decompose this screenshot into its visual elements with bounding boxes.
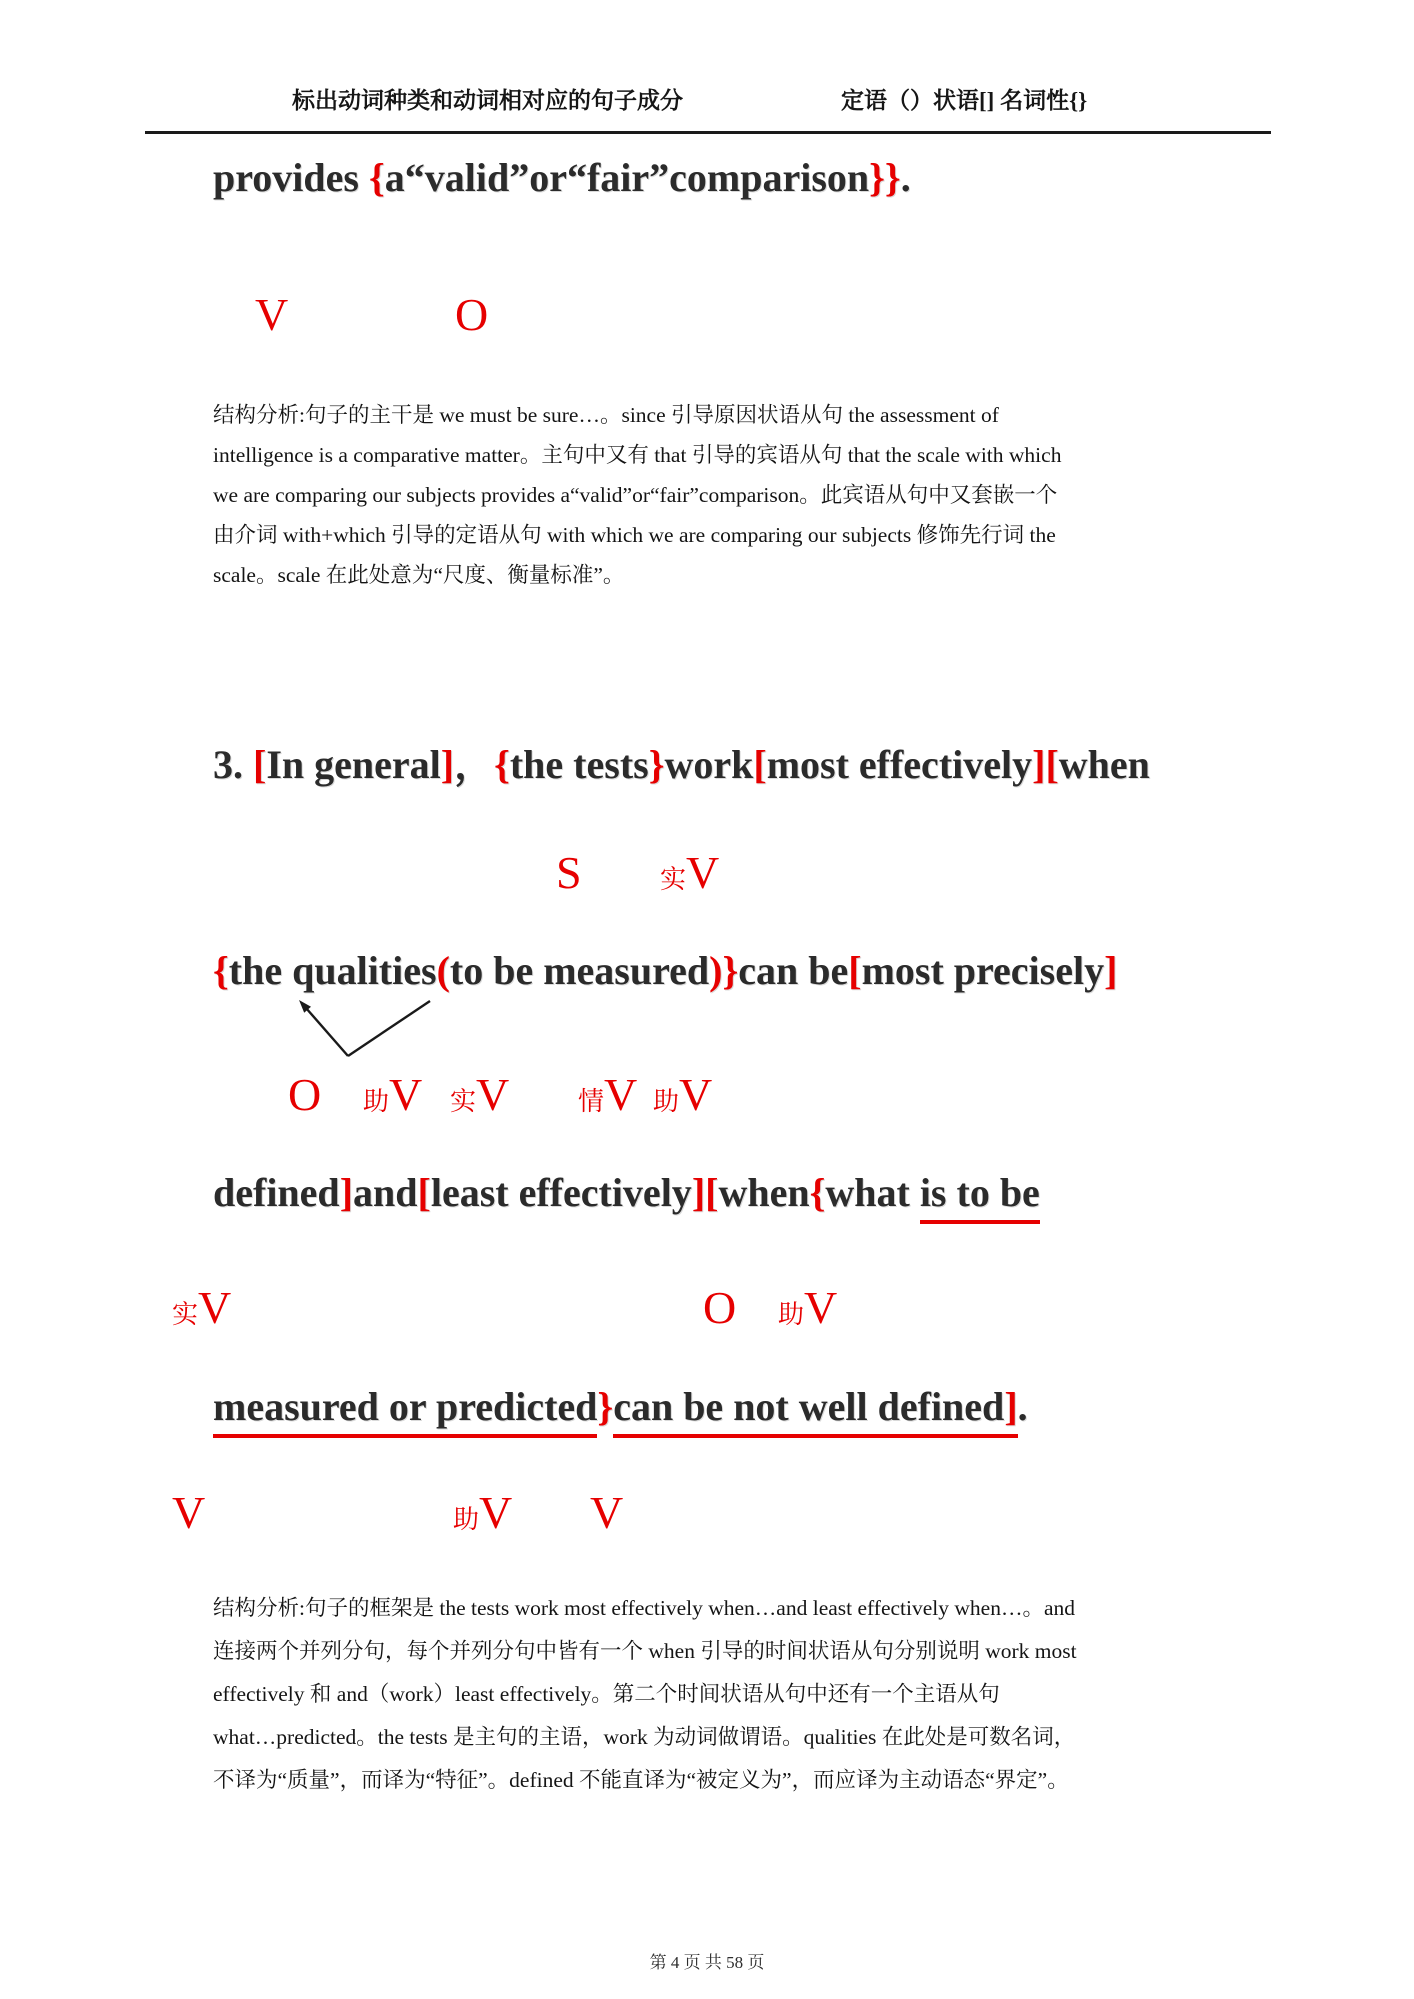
analysis-paragraph-2 <box>213 1595 1253 1810</box>
verb-letter: V <box>479 1487 513 1538</box>
brace-mark: { <box>494 742 510 787</box>
text-segment: what <box>825 1170 920 1215</box>
verb-letter: V <box>389 1069 423 1120</box>
analysis-line: effectively 和 and（work）least effectively。第二个时间状语从句中还有一个主语从句 <box>213 1682 1000 1706</box>
header-divider <box>145 131 1271 134</box>
bracket-mark: ] <box>440 742 455 787</box>
verb-type-label: 情 <box>578 1087 605 1116</box>
verb-annotation <box>578 1069 638 1120</box>
verb-type-label: 实 <box>450 1087 477 1116</box>
brace-mark: { <box>368 155 385 200</box>
verb-annotation: V <box>255 289 289 340</box>
text-segment: defined <box>213 1170 340 1215</box>
subject-annotation: S <box>556 847 582 898</box>
text-segment: the qualities <box>228 948 437 993</box>
bracket-mark: ][ <box>1032 742 1059 787</box>
analysis-line: we are comparing our subjects provides a“valid”or“fair”comparison。此宾语从句中又套嵌一个 <box>213 483 1058 507</box>
analysis-line: 不译为“质量”，而译为“特征”。defined 不能直译为“被定义为”，而应译为主动语态“界定”。 <box>213 1768 1069 1792</box>
verb-letter: V <box>804 1282 838 1333</box>
object-annotation: O <box>455 289 489 340</box>
verb-type-label: 助 <box>778 1300 805 1329</box>
verb-letter: V <box>476 1069 510 1120</box>
header-right-legend: 定语（）状语[] 名词性{} <box>841 88 1088 113</box>
pointer-arrow-icon <box>288 994 443 1062</box>
bracket-mark: ][ <box>691 1170 719 1215</box>
text-segment: to be measured <box>449 948 710 993</box>
verb-letter: V <box>604 1069 638 1120</box>
verb-annotation <box>172 1282 232 1333</box>
sentence3-line-4 <box>213 1382 1028 1432</box>
object-annotation: O <box>703 1282 737 1333</box>
sentence-line-provides <box>213 153 911 203</box>
brace-mark: }} <box>869 155 901 200</box>
sentence3-line-3 <box>213 1168 1040 1218</box>
verb-type-label: 助 <box>453 1505 480 1534</box>
text-segment: the tests <box>509 742 649 787</box>
verb-type-label: 助 <box>363 1087 390 1116</box>
text-segment: a“valid”or“fair”comparison <box>384 155 870 200</box>
text-segment: when <box>718 1170 810 1215</box>
verb-annotation: V <box>590 1487 624 1538</box>
verb-type-label: 实 <box>660 865 687 894</box>
bracket-mark: ] <box>339 1170 354 1215</box>
text-segment: In general <box>266 742 441 787</box>
verb-annotation <box>450 1069 510 1120</box>
verb-annotation <box>653 1069 713 1120</box>
analysis-line: 结构分析:句子的主干是 we must be sure…。since 引导原因状语从句 the assessment of <box>213 403 999 427</box>
brace-mark: { <box>213 948 229 993</box>
text-segment: . <box>1017 1384 1028 1429</box>
verb-annotation <box>660 847 720 898</box>
analysis-line: intelligence is a comparative matter。主句中又有 that 引导的宾语从句 that the scale with which <box>213 443 1062 467</box>
underlined-text-segment: is to be <box>920 1170 1040 1224</box>
brace-mark: } <box>597 1384 614 1429</box>
text-segment: ， <box>454 742 495 787</box>
bracket-mark: [ <box>753 742 767 787</box>
text-segment: provides <box>213 155 369 200</box>
verb-type-label: 助 <box>653 1087 680 1116</box>
text-segment: most precisely <box>861 948 1105 993</box>
text-segment: can be <box>738 948 849 993</box>
analysis-line: 由介词 with+which 引导的定语从句 with which we are comparing our subjects 修饰先行词 the <box>213 523 1056 547</box>
text-segment: can be not well defined <box>613 1384 1005 1429</box>
bracket-mark: [ <box>848 948 862 993</box>
analysis-line: scale。scale 在此处意为“尺度、衡量标准”。 <box>213 563 625 587</box>
page-number: 第 4 页 共 58 页 <box>649 1953 765 1972</box>
text-segment: least effectively <box>430 1170 692 1215</box>
verb-type-label: 实 <box>172 1300 199 1329</box>
verb-annotation <box>363 1069 423 1120</box>
paren-mark: )} <box>709 948 739 993</box>
bracket-mark: [ <box>253 742 267 787</box>
analysis-paragraph-1 <box>213 402 1253 602</box>
verb-annotation <box>453 1487 513 1538</box>
text-segment: . <box>900 155 911 200</box>
text-segment: and <box>353 1170 418 1215</box>
analysis-line: what…predicted。the tests 是主句的主语，work 为动词做谓语。qualities 在此处是可数名词， <box>213 1725 1076 1749</box>
verb-letter: V <box>198 1282 232 1333</box>
header-left-title: 标出动词种类和动词相对应的句子成分 <box>292 88 683 113</box>
verb-annotation: V <box>172 1487 206 1538</box>
brace-mark: { <box>809 1170 826 1215</box>
bracket-mark: ] <box>1004 1384 1018 1429</box>
analysis-line: 连接两个并列分句，每个并列分句中皆有一个 when 引导的时间状语从句分别说明 work most <box>213 1639 1077 1663</box>
sentence3-line-1 <box>213 740 1150 790</box>
sentence3-line-2 <box>213 946 1117 996</box>
verb-annotation <box>778 1282 838 1333</box>
paren-mark: ( <box>436 948 450 993</box>
underlined-text-segment: measured or predicted <box>213 1384 597 1438</box>
analysis-line: 结构分析:句子的框架是 the tests work most effectively when…and least effectively when…。and <box>213 1596 1076 1620</box>
verb-letter: V <box>686 847 720 898</box>
bracket-mark: ] <box>1104 948 1118 993</box>
brace-mark: } <box>648 742 665 787</box>
bracket-mark: [ <box>417 1170 431 1215</box>
item-number: 3. <box>213 742 253 787</box>
text-segment: when <box>1058 742 1150 787</box>
underlined-text-segment <box>613 1384 1017 1438</box>
verb-letter: V <box>679 1069 713 1120</box>
text-segment: most effectively <box>766 742 1033 787</box>
object-annotation: O <box>288 1069 322 1120</box>
text-segment: work <box>664 742 754 787</box>
